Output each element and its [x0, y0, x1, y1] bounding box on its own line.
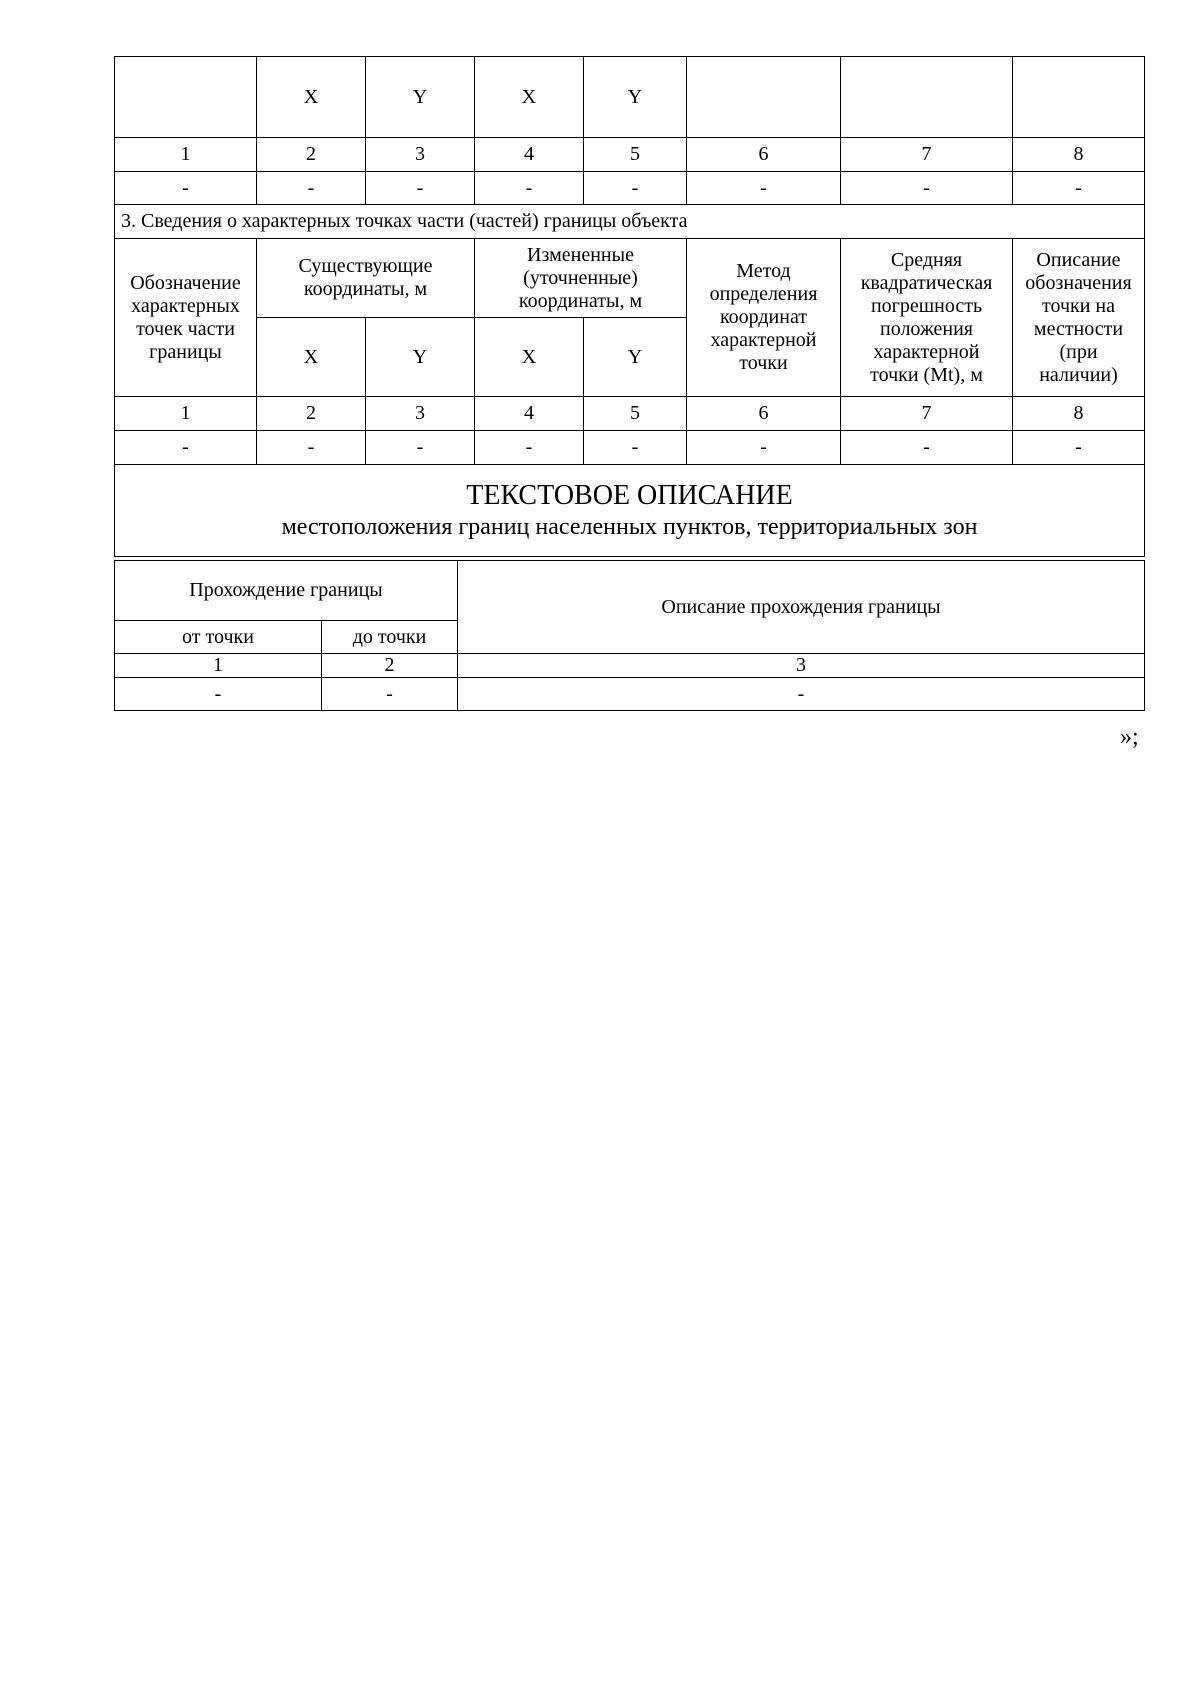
header-from-point: от точки	[115, 621, 322, 654]
header-method: Метод определения координат характерной точки	[687, 239, 841, 397]
closing-quote: »;	[1120, 724, 1139, 750]
header-row	[115, 239, 1145, 318]
y-label: Y	[584, 57, 687, 138]
header-mean-square-error: Средняя квадратическая погрешность положения характерной точки (Mt), м	[841, 239, 1013, 397]
header-existing-coordinates: Существующие координаты, м	[257, 239, 475, 318]
header-to-point: до точки	[322, 621, 458, 654]
x-label: X	[475, 57, 584, 138]
column-number-row: 1 2 3 4 5 6 7 8	[115, 397, 1145, 431]
header-passage-description: Описание прохождения границы	[458, 561, 1145, 654]
empty-data-row: - - - - - - - -	[115, 172, 1145, 205]
coordinates-table	[114, 56, 1145, 557]
text-description-title-row	[115, 465, 1145, 557]
x-label: X	[475, 318, 584, 397]
header-point-designation: Обозначение характерных точек части границы	[115, 239, 257, 397]
text-description-title: ТЕКСТОВОЕ ОПИСАНИЕ	[466, 479, 793, 511]
empty-data-row: - - -	[115, 678, 1145, 711]
section-title: 3. Сведения о характерных точках части (частей) границы объекта	[115, 205, 1145, 239]
y-label: Y	[366, 318, 475, 397]
passage-header-row	[115, 561, 1145, 621]
x-label: X	[257, 57, 366, 138]
boundary-passage-table	[114, 560, 1145, 711]
y-label: Y	[584, 318, 687, 397]
header-boundary-passage: Прохождение границы	[115, 561, 458, 621]
xy-header-row	[115, 57, 1145, 138]
header-point-description: Описание обозначения точки на местности (при наличии)	[1013, 239, 1145, 397]
empty-data-row: - - - - - - - -	[115, 431, 1145, 465]
column-number-row: 1 2 3	[115, 654, 1145, 678]
column-number-row: 1 2 3 4 5 6 7 8	[115, 138, 1145, 172]
x-label: X	[257, 318, 366, 397]
header-changed-coordinates: Измененные (уточненные) координаты, м	[475, 239, 687, 318]
y-label: Y	[366, 57, 475, 138]
text-description-subtitle: местоположения границ населенных пунктов, территориальных зон	[281, 513, 978, 540]
